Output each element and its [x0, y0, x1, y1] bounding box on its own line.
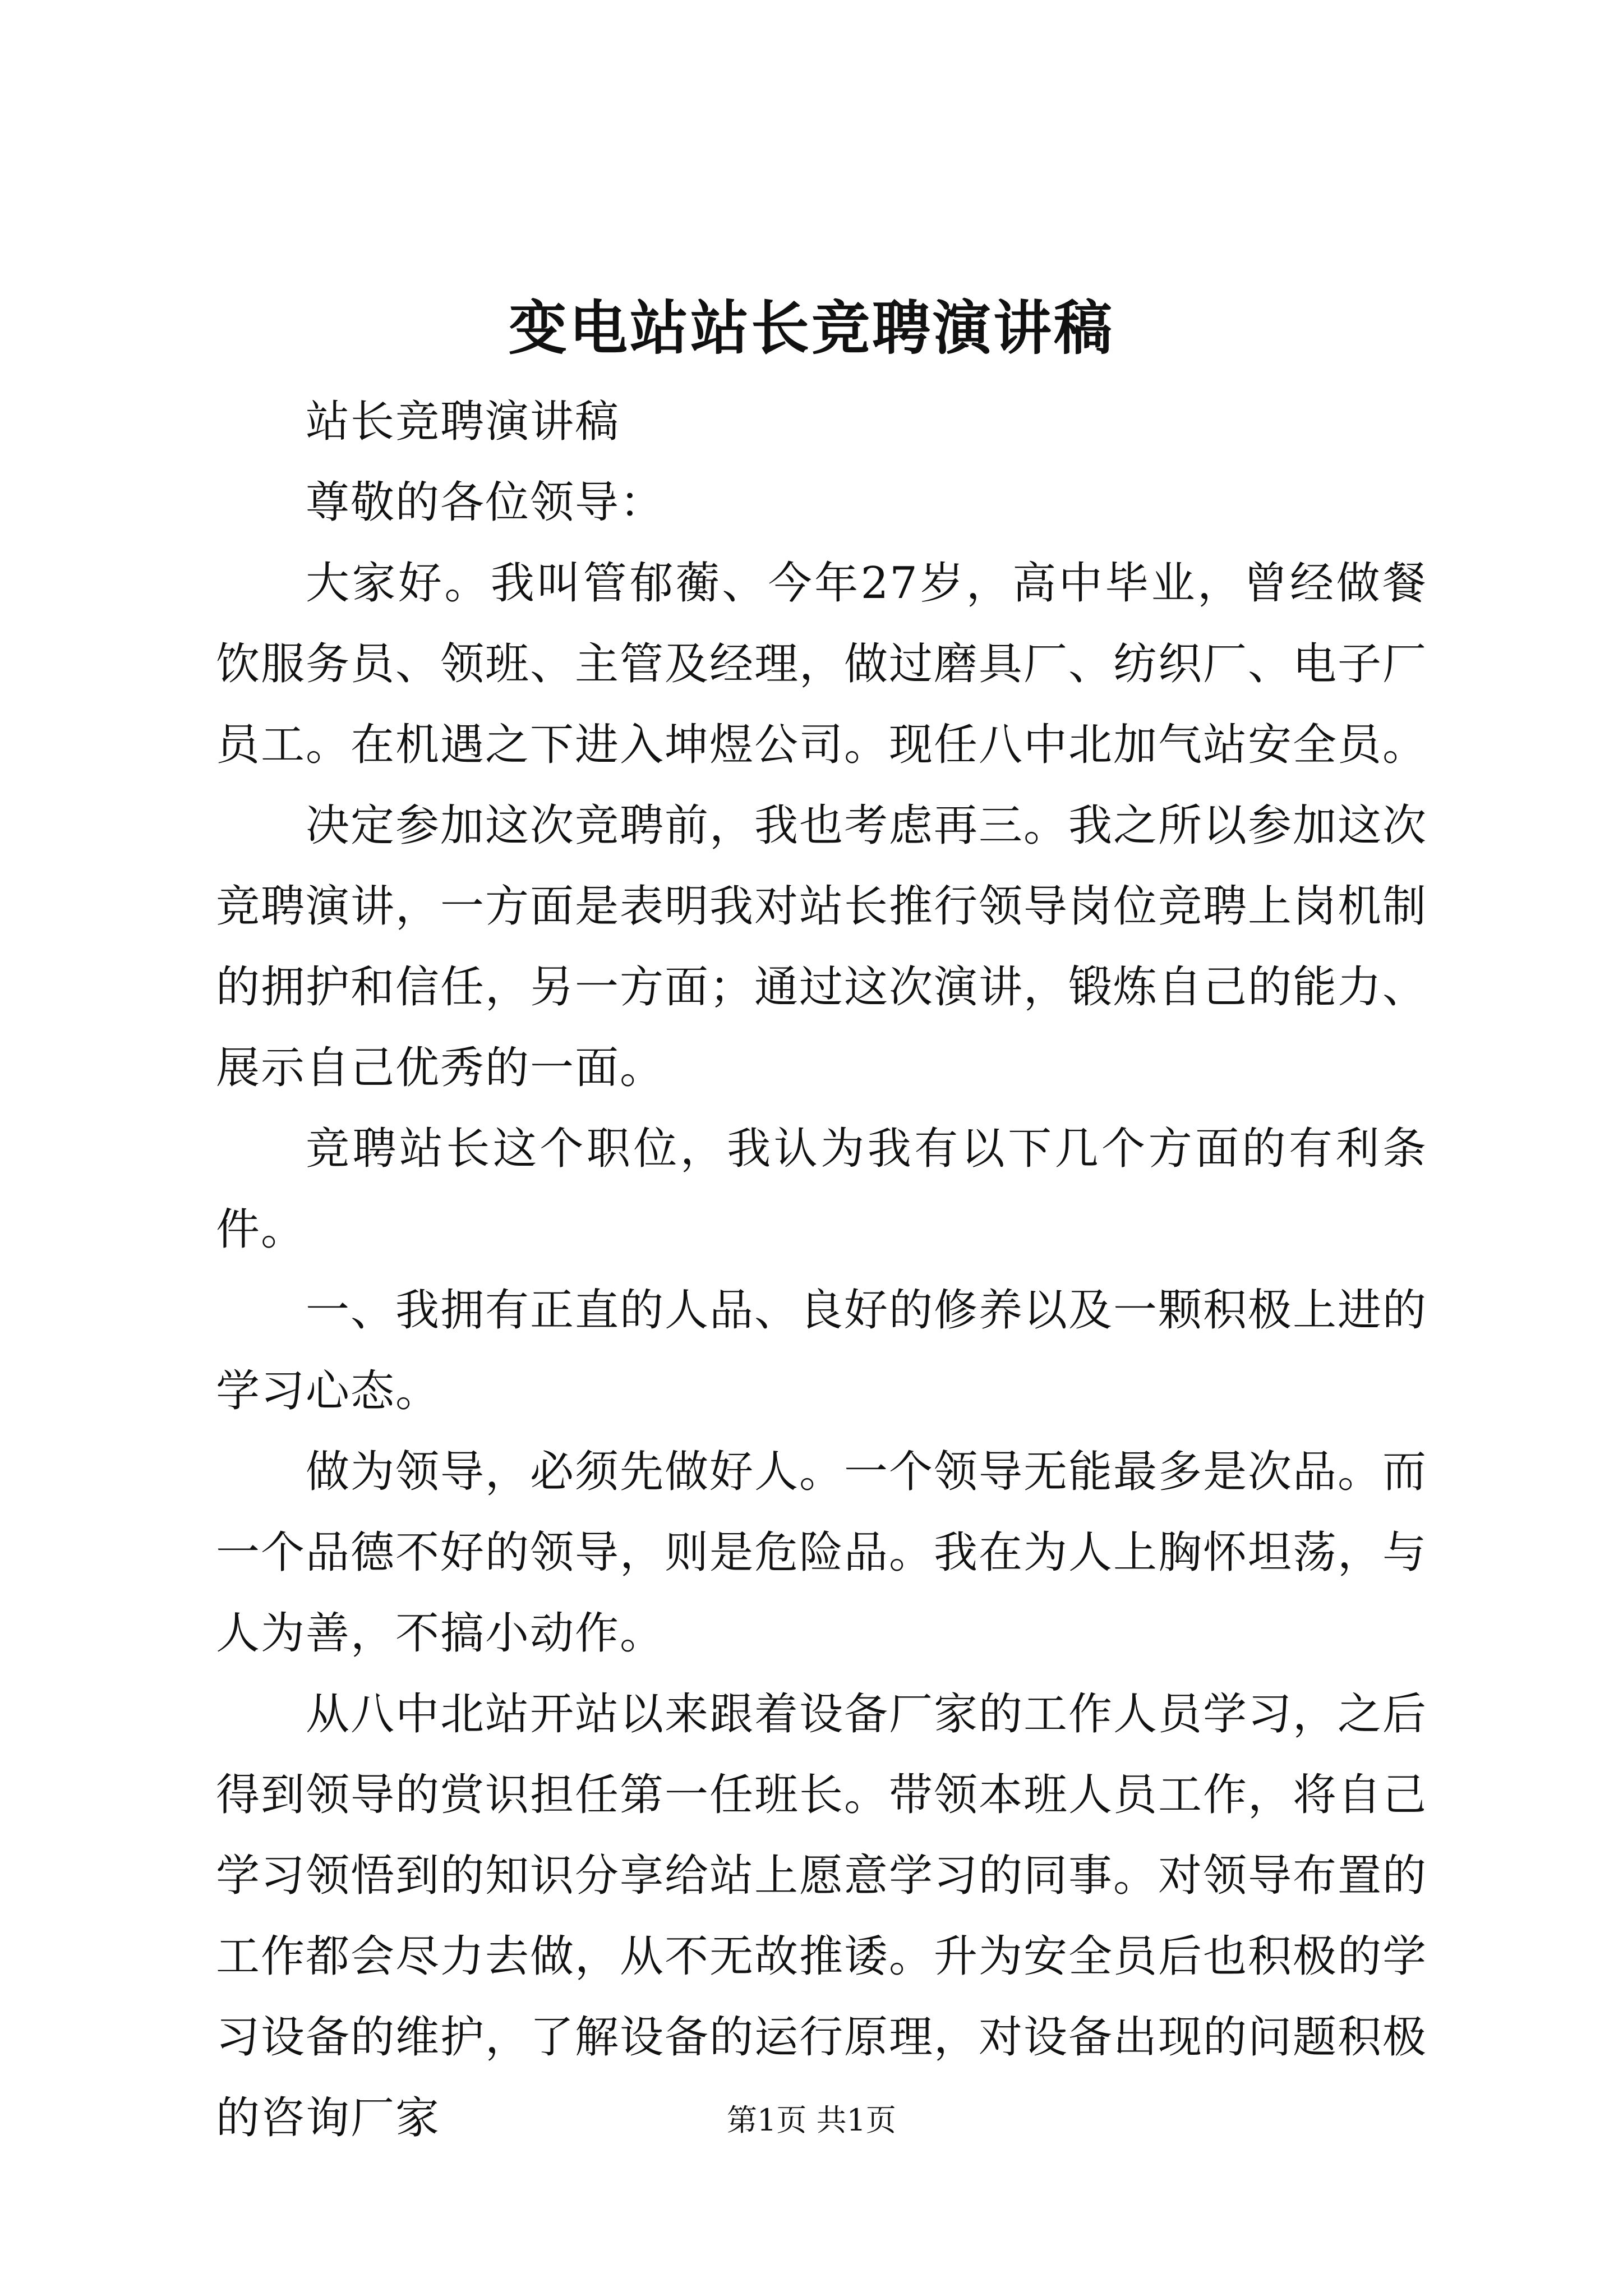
paragraph: 站长竞聘演讲稿 — [306, 397, 620, 447]
document-body — [216, 381, 1427, 2159]
paragraph: 竞聘站长这个职位，我认为我有以下几个方面的有利条件。 — [216, 1124, 1427, 1255]
paragraph: 从八中北站开站以来跟着设备厂家的工作人员学习，之后得到领导的赏识担任第一任班长。带领本班人员工作，将自己学习领悟到的知识分享给站上愿意学习的同事。对领导布置的工作都会尽力去做，从不无故推诿。升为安全员后也积极的学习设备的维护，了解设备的运行原理，对设备出现的问题积极的咨询厂家 — [216, 1689, 1428, 2143]
paragraph: 尊敬的各位领导： — [306, 477, 665, 528]
paragraph: 做为领导，必须先做好人。一个领导无能最多是次品。而一个品德不好的领导，则是危险品。我在为人上胸怀坦荡，与人为善，不搞小动作。 — [216, 1447, 1428, 1659]
paragraph: 大家好。我叫管郁蘅、今年27岁，高中毕业，曾经做餐饮服务员、领班、主管及经理，做过磨具厂、纺织厂、电子厂员工。在机遇之下进入坤煜公司。现任八中北加气站安全员。 — [216, 558, 1428, 770]
paragraph: 一、我拥有正直的人品、良好的修养以及一颗积极上进的学习心态。 — [216, 1285, 1428, 1416]
page-footer: 第1页 共1页 — [727, 2102, 896, 2138]
paragraph: 决定参加这次竞聘前，我也考虑再三。我之所以参加这次竞聘演讲，一方面是表明我对站长推行领导岗位竞聘上岗机制的拥护和信任，另一方面；通过这次演讲，锻炼自己的能力、展示自己优秀的一面。 — [216, 800, 1428, 1093]
document-title: 变电站站长竞聘演讲稿 — [508, 293, 1114, 362]
